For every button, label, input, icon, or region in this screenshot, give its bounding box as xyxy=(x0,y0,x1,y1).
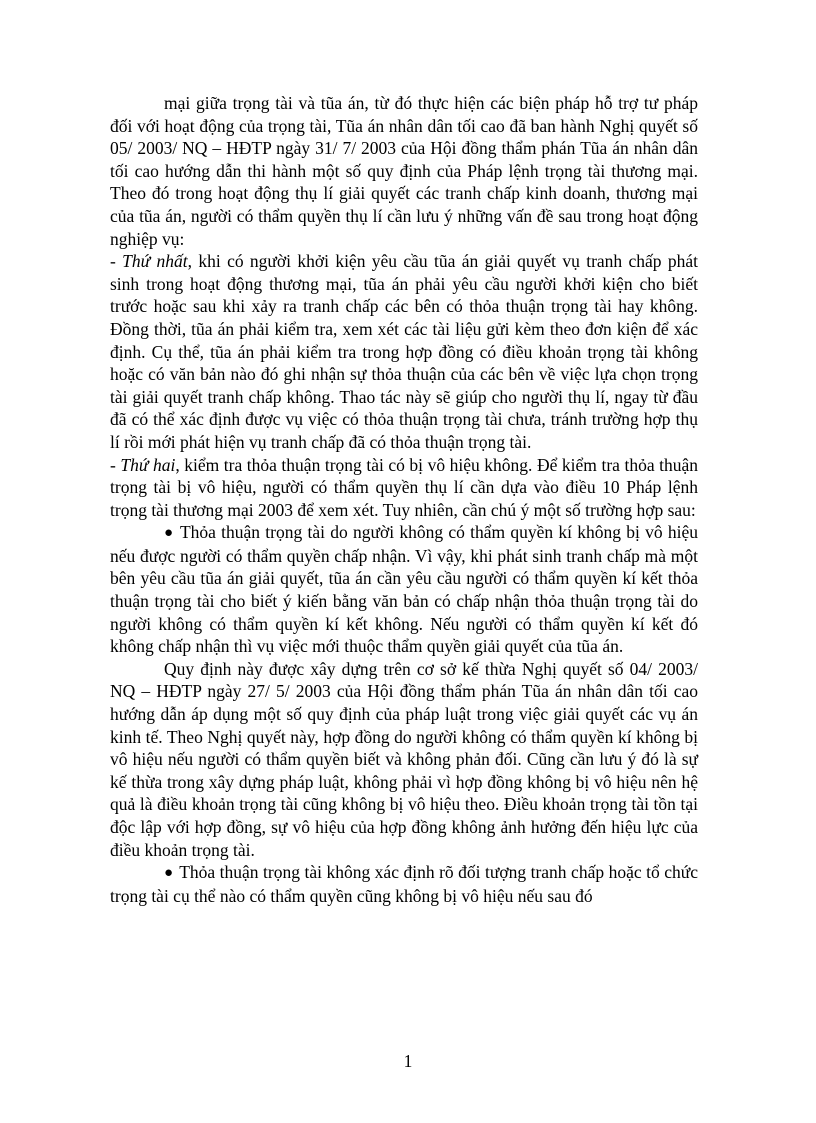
document-page xyxy=(110,92,698,907)
paragraph-lead-italic: - Thứ nhất xyxy=(110,251,188,272)
bullet-item-1 xyxy=(110,521,698,658)
paragraph-thu-nhat xyxy=(110,250,698,453)
paragraph-body: , khi có người khởi kiện yêu cầu tũa án giải quyết vụ tranh chấp phát sinh trong hoạt động thương mại, tũa án phải yêu cầu người khởi kiện cho biết trước hoặc sau khi xảy ra tranh chấp các bên có thỏa thuận trọng tài hay không. Đồng thời, tũa án phải kiểm tra, xem xét các tài liệu gửi kèm theo đơn kiện để xác định. Cụ thể, tũa án phải kiểm tra trong hợp đồng có điều khoản trọng tài không hoặc có văn bản nào đó ghi nhận sự thỏa thuận của các bên về việc lựa chọn trọng tài giải quyết tranh chấp không. Thao tác này sẽ giúp cho người thụ lí, ngay từ đầu đã có thể xác định được vụ việc có thỏa thuận trọng tài chưa, tránh trường hợp thụ lí rồi mới phát hiện vụ tranh chấp đã có thỏa thuận trọng tài. xyxy=(110,251,699,452)
bullet-body: Thỏa thuận trọng tài do người không có thẩm quyền kí không bị vô hiệu nếu được người có thẩm quyền chấp nhận. Vì vậy, khi phát sinh tranh chấp mà một bên yêu cầu tũa án giải quyết, tũa án cần yêu cầu người có thẩm quyền kí kết thỏa thuận trọng tài cho biết ý kiến bằng văn bản có chấp nhận thỏa thuận trọng tài do người không có thẩm quyền kí kết không. Nếu người có thẩm quyền kí kết đó không chấp nhận thì vụ việc mới thuộc thẩm quyền giải quyết của tũa án. xyxy=(110,522,699,657)
bullet-item-2 xyxy=(110,861,698,907)
bullet-body: Thỏa thuận trọng tài không xác định rõ đối tượng tranh chấp hoặc tổ chức trọng tài cụ thể nào có thẩm quyền cũng không bị vô hiệu nếu sau đó xyxy=(110,862,698,906)
bullet-icon: ● xyxy=(164,525,174,542)
paragraph-intro: mại giữa trọng tài và tũa án, từ đó thực hiện các biện pháp hỗ trợ tư pháp đối với hoạt động của trọng tài, Tũa án nhân dân tối cao đã ban hành Nghị quyết số 05/ 2003/ NQ – HĐTP ngày 31/ 7/ 2003 của Hội đồng thẩm phán Tũa án nhân dân tối cao hướng dẫn thi hành một số quy định của Pháp lệnh trọng tài thương mại. Theo đó trong hoạt động thụ lí giải quyết các tranh chấp kinh doanh, thương mại của tũa án, người có thẩm quyền thụ lí cần lưu ý những vấn đề sau trong hoạt động nghiệp vụ: xyxy=(110,93,698,249)
bullet-icon: ● xyxy=(164,865,174,882)
paragraph-body: , kiểm tra thỏa thuận trọng tài có bị vô hiệu không. Để kiểm tra thỏa thuận trọng tài bị vô hiệu, người có thẩm quyền thụ lí cần dựa vào điều 10 Pháp lệnh trọng tài thương mại 2003 để xem xét. Tuy nhiên, cần chú ý một số trường hợp sau: xyxy=(110,454,699,520)
page-number: 1 xyxy=(403,1051,413,1071)
paragraph-lead-italic: - Thứ hai xyxy=(110,454,176,475)
paragraph-quy-dinh: Quy định này được xây dựng trên cơ sở kế thừa Nghị quyết số 04/ 2003/ NQ – HĐTP ngày 27/ 5/ 2003 của Hội đồng thẩm phán Tũa án nhân dân tối cao hướng dẫn áp dụng một số quy định của pháp luật trong việc giải quyết các vụ án kinh tế. Theo Nghị quyết này, hợp đồng do người không có thẩm quyền kí không bị vô hiệu nếu người có thẩm quyền biết và không phản đối. Cũng cần lưu ý đó là sự kế thừa trong xây dựng pháp luật, không phải vì hợp đồng không bị vô hiệu nên hệ quả là điều khoản trọng tài cũng không bị vô hiệu theo. Điều khoản trọng tài tồn tại độc lập với hợp đồng, sự vô hiệu của hợp đồng không ảnh hưởng đến hiệu lực của điều khoản trọng tài. xyxy=(110,658,698,860)
paragraph-thu-hai xyxy=(110,454,698,522)
